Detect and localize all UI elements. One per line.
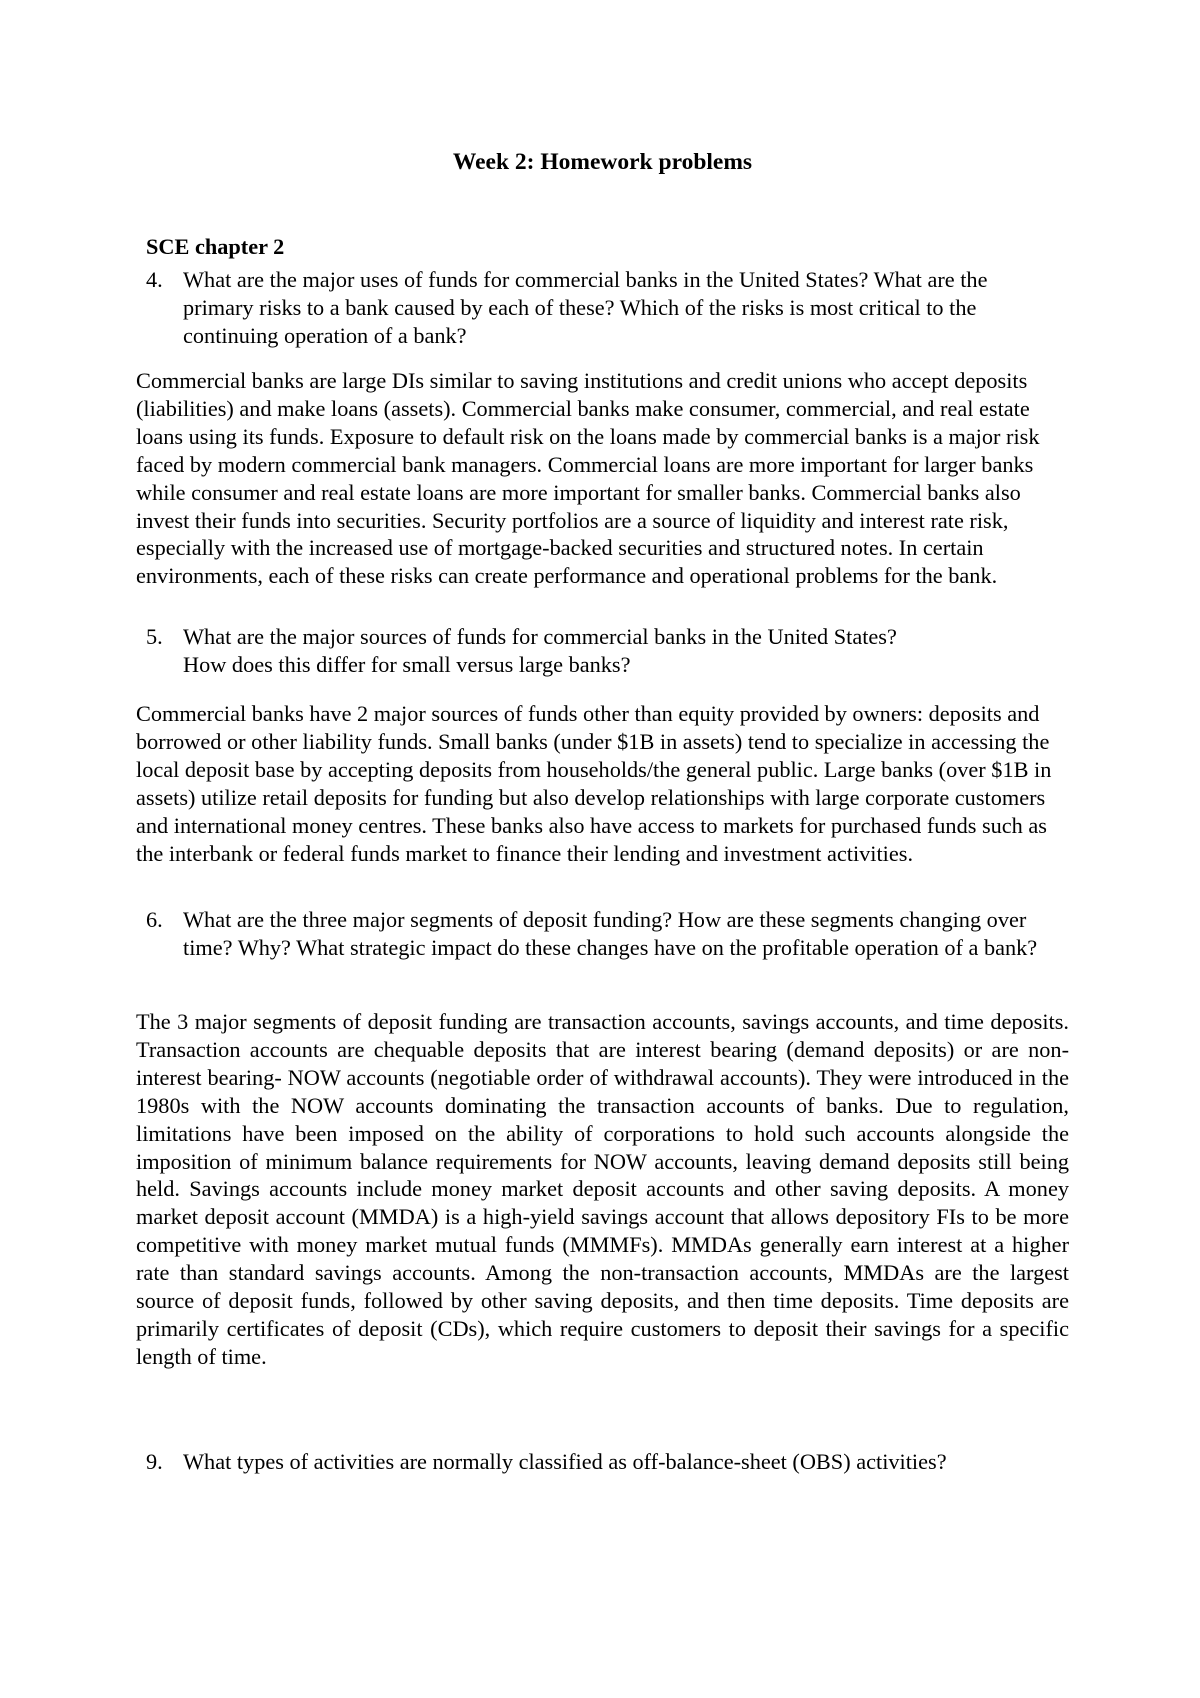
question-6: [146, 906, 1106, 962]
document-page: [136, 0, 1069, 1698]
question-9: [146, 1448, 1106, 1476]
question-number: 4.: [146, 267, 163, 292]
answer-6: The 3 major segments of deposit funding are transaction accounts, savings accounts, and time deposits. Transaction accounts are chequable deposits that are interest bearing (demand deposits) or are non-interest bearing- NOW accounts (negotiable order of withdrawal accounts). They were introduced in the 1980s with the NOW accounts dominating the transaction accounts of banks. Due to regulation, limitations have been imposed on the ability of corporations to hold such accounts alongside the imposition of minimum balance requirements for NOW accounts, leaving demand deposits still being held. Savings accounts include money market deposit accounts and other saving deposits. A money market deposit account (MMDA) is a high-yield savings account that allows depository FIs to be more competitive with money market mutual funds (MMMFs). MMDAs generally earn interest at a higher rate than standard savings accounts. Among the non-transaction accounts, MMDAs are the largest source of deposit funds, followed by other saving deposits, and then time deposits. Time deposits are primarily certificates of deposit (CDs), which require customers to deposit their savings for a specific length of time.: [136, 1009, 1069, 1369]
answer-4: Commercial banks are large DIs similar to saving institutions and credit unions who accept deposits (liabilities) and make loans (assets). Commercial banks make consumer, commercial, and real estate loans using its funds. Exposure to default risk on the loans made by commercial banks is a major risk faced by modern commercial bank managers. Commercial loans are more important for larger banks while consumer and real estate loans are more important for smaller banks. Commercial banks also invest their funds into securities. Security portfolios are a source of liquidity and interest rate risk, especially with the increased use of mortgage-backed securities and structured notes. In certain environments, each of these risks can create performance and operational problems for the bank.: [136, 368, 1040, 589]
section-heading: SCE chapter 2: [146, 234, 285, 259]
question-text: [183, 623, 1063, 679]
question-number: 6.: [146, 907, 163, 932]
question-4: [146, 266, 1106, 350]
page-title: Week 2: Homework problems: [452, 149, 753, 175]
question-text: What are the major uses of funds for commercial banks in the United States? What are the primary risks to a bank caused by each of these? Which of the risks is most critical to the continuing operation of a bank?: [183, 267, 988, 348]
question-line: What are the major sources of funds for commercial banks in the United States?: [183, 624, 897, 649]
question-number: 9.: [146, 1449, 163, 1474]
answer-5: Commercial banks have 2 major sources of funds other than equity provided by owners: deposits and borrowed or other liability funds. Small banks (under $1B in assets) tend to specialize in accessing the local deposit base by accepting deposits from households/the general public. Large banks (over $1B in assets) utilize retail deposits for funding but also develop relationships with large corporate customers and international money centres. These banks also have access to markets for purchased funds such as the interbank or federal funds market to finance their lending and investment activities.: [136, 701, 1052, 866]
question-5: [146, 623, 1106, 679]
question-text: What types of activities are normally classified as off-balance-sheet (OBS) activities?: [183, 1449, 947, 1474]
question-text: What are the three major segments of deposit funding? How are these segments changing over time? Why? What strategic impact do these changes have on the profitable operation of a bank?: [183, 907, 1038, 960]
question-number: 5.: [146, 624, 163, 649]
question-line: How does this differ for small versus large banks?: [183, 651, 631, 677]
